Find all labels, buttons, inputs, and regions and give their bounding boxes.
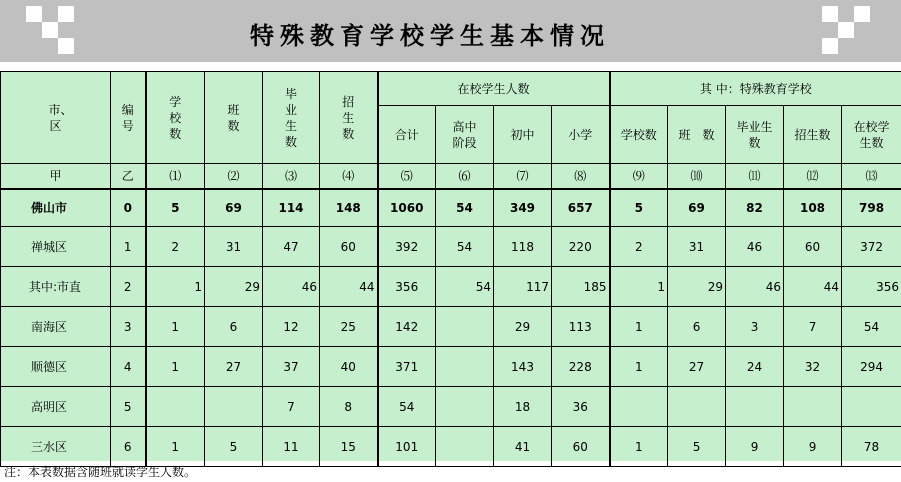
header-number: 编号 bbox=[111, 72, 146, 164]
table-cell bbox=[436, 387, 494, 427]
table-cell: 1 bbox=[610, 427, 668, 467]
table-cell: 15 bbox=[320, 427, 378, 467]
table-cell: 27 bbox=[205, 347, 263, 387]
header-classes: 班数 bbox=[205, 72, 263, 164]
table-cell: 7 bbox=[784, 307, 842, 347]
table-cell: 46 bbox=[263, 267, 320, 307]
index-cell: 乙 bbox=[111, 164, 146, 189]
row-number: 1 bbox=[111, 227, 146, 267]
row-name: 禅城区 bbox=[1, 227, 111, 267]
table-cell: 37 bbox=[263, 347, 320, 387]
table-cell: 1060 bbox=[378, 189, 436, 227]
header-enrollment: 招生数 bbox=[320, 72, 378, 164]
index-cell: ⑵ bbox=[205, 164, 263, 189]
table-cell bbox=[784, 387, 842, 427]
table-cell bbox=[726, 387, 784, 427]
row-number: 6 bbox=[111, 427, 146, 467]
header-primary-school: 小学 bbox=[552, 106, 610, 164]
table-cell: 6 bbox=[668, 307, 726, 347]
page-title: 特殊教育学校学生基本情况 bbox=[250, 22, 610, 50]
index-cell: ⑺ bbox=[494, 164, 552, 189]
table-cell: 18 bbox=[494, 387, 552, 427]
index-cell: ⑾ bbox=[726, 164, 784, 189]
index-row bbox=[1, 164, 901, 189]
index-cell: ⑼ bbox=[610, 164, 668, 189]
row-name: 高明区 bbox=[1, 387, 111, 427]
table-cell: 8 bbox=[320, 387, 378, 427]
table-cell: 372 bbox=[842, 227, 901, 267]
row-name: 其中:市直 bbox=[1, 267, 111, 307]
table-cell: 1 bbox=[610, 307, 668, 347]
row-number: 2 bbox=[111, 267, 146, 307]
table-cell: 148 bbox=[320, 189, 378, 227]
table-cell: 9 bbox=[784, 427, 842, 467]
header-sp-classes: 班 数 bbox=[668, 106, 726, 164]
table-cell: 54 bbox=[436, 227, 494, 267]
table-cell: 54 bbox=[436, 267, 494, 307]
header-sp-enrollment: 招生数 bbox=[784, 106, 842, 164]
table-cell: 60 bbox=[320, 227, 378, 267]
table-cell: 54 bbox=[378, 387, 436, 427]
statistics-table-container bbox=[0, 71, 901, 461]
table-row bbox=[1, 387, 901, 427]
table-cell: 69 bbox=[205, 189, 263, 227]
table-cell: 5 bbox=[668, 427, 726, 467]
header-sp-schools: 学校数 bbox=[610, 106, 668, 164]
table-cell: 101 bbox=[378, 427, 436, 467]
table-cell: 349 bbox=[494, 189, 552, 227]
table-cell: 60 bbox=[784, 227, 842, 267]
row-name: 佛山市 bbox=[1, 189, 111, 227]
index-cell: ⑴ bbox=[146, 164, 205, 189]
row-name: 三水区 bbox=[1, 427, 111, 467]
table-cell: 69 bbox=[668, 189, 726, 227]
table-cell: 108 bbox=[784, 189, 842, 227]
table-cell: 2 bbox=[610, 227, 668, 267]
table-cell: 1 bbox=[146, 427, 205, 467]
table-cell: 11 bbox=[263, 427, 320, 467]
index-cell: ⒀ bbox=[842, 164, 901, 189]
table-cell: 6 bbox=[205, 307, 263, 347]
index-cell: ⑽ bbox=[668, 164, 726, 189]
table-cell: 60 bbox=[552, 427, 610, 467]
table-cell: 294 bbox=[842, 347, 901, 387]
table-cell bbox=[610, 387, 668, 427]
header-graduates: 毕业生数 bbox=[263, 72, 320, 164]
table-cell: 371 bbox=[378, 347, 436, 387]
index-cell: 甲 bbox=[1, 164, 111, 189]
table-cell: 27 bbox=[668, 347, 726, 387]
table-row bbox=[1, 347, 901, 387]
table-cell: 228 bbox=[552, 347, 610, 387]
table-cell: 46 bbox=[726, 227, 784, 267]
table-cell: 78 bbox=[842, 427, 901, 467]
table-cell: 44 bbox=[320, 267, 378, 307]
table-cell: 41 bbox=[494, 427, 552, 467]
header-group-special: 其 中：特殊教育学校 bbox=[610, 72, 901, 106]
table-cell: 1 bbox=[146, 347, 205, 387]
table-cell: 5 bbox=[146, 189, 205, 227]
table-cell: 54 bbox=[436, 189, 494, 227]
table-cell: 118 bbox=[494, 227, 552, 267]
table-cell: 25 bbox=[320, 307, 378, 347]
table-cell: 9 bbox=[726, 427, 784, 467]
header-high-school: 高中阶段 bbox=[436, 106, 494, 164]
table-cell: 40 bbox=[320, 347, 378, 387]
row-name: 南海区 bbox=[1, 307, 111, 347]
footnote: 注：本表数据含随班就读学生人数。 bbox=[4, 465, 197, 479]
table-cell: 1 bbox=[610, 267, 668, 307]
table-cell: 36 bbox=[552, 387, 610, 427]
table-cell: 29 bbox=[494, 307, 552, 347]
table-cell: 12 bbox=[263, 307, 320, 347]
table-cell: 47 bbox=[263, 227, 320, 267]
index-cell: ⑿ bbox=[784, 164, 842, 189]
table-cell bbox=[668, 387, 726, 427]
table-cell: 54 bbox=[842, 307, 901, 347]
index-cell: ⑶ bbox=[263, 164, 320, 189]
table-cell: 2 bbox=[146, 227, 205, 267]
table-cell: 143 bbox=[494, 347, 552, 387]
table-cell: 44 bbox=[784, 267, 842, 307]
table-cell: 46 bbox=[726, 267, 784, 307]
index-cell: ⑻ bbox=[552, 164, 610, 189]
title-separator bbox=[0, 62, 901, 70]
table-cell bbox=[842, 387, 901, 427]
table-cell: 113 bbox=[552, 307, 610, 347]
header-total: 合计 bbox=[378, 106, 436, 164]
table-cell: 356 bbox=[842, 267, 901, 307]
table-cell: 142 bbox=[378, 307, 436, 347]
table-cell bbox=[205, 387, 263, 427]
table-cell: 3 bbox=[726, 307, 784, 347]
table-cell bbox=[436, 427, 494, 467]
table-cell: 657 bbox=[552, 189, 610, 227]
table-cell: 7 bbox=[263, 387, 320, 427]
table-row bbox=[1, 267, 901, 307]
table-row bbox=[1, 189, 901, 227]
table-cell: 5 bbox=[610, 189, 668, 227]
header-sp-students: 在校学生数 bbox=[842, 106, 901, 164]
table-cell: 31 bbox=[668, 227, 726, 267]
table-cell: 356 bbox=[378, 267, 436, 307]
table-cell: 82 bbox=[726, 189, 784, 227]
table-cell: 29 bbox=[668, 267, 726, 307]
header-schools: 学校数 bbox=[146, 72, 205, 164]
index-cell: ⑹ bbox=[436, 164, 494, 189]
table-cell: 24 bbox=[726, 347, 784, 387]
table-cell: 1 bbox=[146, 307, 205, 347]
table-row bbox=[1, 307, 901, 347]
decorative-squares-right-icon bbox=[822, 6, 870, 54]
table-cell: 114 bbox=[263, 189, 320, 227]
table-cell bbox=[146, 387, 205, 427]
header-sp-graduates: 毕业生数 bbox=[726, 106, 784, 164]
table-cell: 29 bbox=[205, 267, 263, 307]
table-cell: 1 bbox=[146, 267, 205, 307]
header-middle-school: 初中 bbox=[494, 106, 552, 164]
header-region: 市、区 bbox=[1, 72, 111, 164]
table-cell: 5 bbox=[205, 427, 263, 467]
index-cell: ⑸ bbox=[378, 164, 436, 189]
table-cell bbox=[436, 347, 494, 387]
statistics-table bbox=[0, 71, 901, 467]
table-cell bbox=[436, 307, 494, 347]
table-cell: 1 bbox=[610, 347, 668, 387]
table-cell: 220 bbox=[552, 227, 610, 267]
title-bar bbox=[0, 0, 901, 62]
row-number: 5 bbox=[111, 387, 146, 427]
table-cell: 798 bbox=[842, 189, 901, 227]
table-cell: 32 bbox=[784, 347, 842, 387]
table-cell: 392 bbox=[378, 227, 436, 267]
table-row bbox=[1, 227, 901, 267]
table-row bbox=[1, 427, 901, 467]
header-group-students: 在校学生人数 bbox=[378, 72, 610, 106]
table-cell: 185 bbox=[552, 267, 610, 307]
row-number: 3 bbox=[111, 307, 146, 347]
row-number: 4 bbox=[111, 347, 146, 387]
index-cell: ⑷ bbox=[320, 164, 378, 189]
table-cell: 117 bbox=[494, 267, 552, 307]
row-name: 顺德区 bbox=[1, 347, 111, 387]
row-number: 0 bbox=[111, 189, 146, 227]
table-cell: 31 bbox=[205, 227, 263, 267]
